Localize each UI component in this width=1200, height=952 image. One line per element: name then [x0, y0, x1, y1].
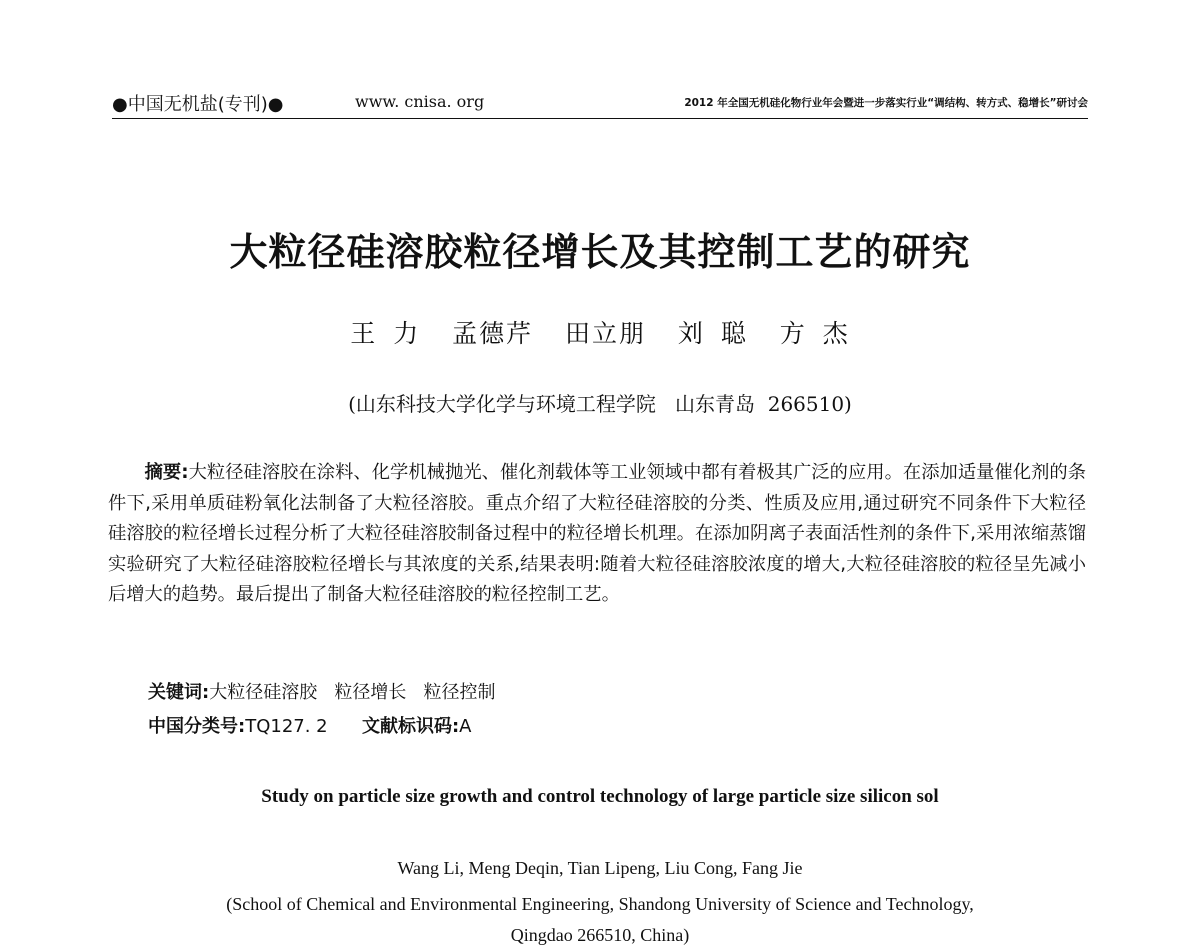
doc-code-label: 文献标识码:	[361, 716, 460, 737]
english-affiliation-line1: (School of Chemical and Environmental Engineering, Shandong University of Science and Technology,	[226, 894, 974, 914]
english-authors: Wang Li, Meng Deqin, Tian Lipeng, Liu Cong, Fang Jie	[397, 858, 803, 878]
journal-name: ●中国无机盐(专刊)●	[112, 94, 284, 115]
affiliation: (山东科技大学化学与环境工程学院 山东青岛 266510)	[348, 392, 852, 416]
journal-url: www. cnisa. org	[355, 92, 485, 111]
keywords	[148, 678, 496, 704]
english-title: Study on particle size growth and control technology of large particle size silicon sol	[261, 786, 939, 807]
page-header	[112, 88, 1088, 119]
keywords-value: 大粒径硅溶胶 粒径增长 粒径控制	[209, 682, 496, 703]
class-value: TQ127. 2	[245, 716, 328, 737]
abstract-label: 摘要:	[144, 462, 189, 483]
doc-code-value: A	[459, 716, 472, 737]
english-affiliation	[0, 889, 1200, 951]
conference-name: 2012 年全国无机硅化物行业年会暨进一步落实行业“调结构、转方式、稳增长”研讨会	[684, 97, 1088, 109]
paper-title: 大粒径硅溶胶粒径增长及其控制工艺的研究	[229, 229, 971, 274]
keywords-label: 关键词:	[148, 682, 210, 703]
classification	[148, 712, 472, 738]
class-label: 中国分类号:	[148, 716, 246, 737]
author-list: 王 力 孟德芹 田立朋 刘 聪 方 杰	[350, 319, 850, 348]
abstract	[108, 458, 1086, 611]
english-affiliation-line2: Qingdao 266510, China)	[510, 925, 690, 945]
abstract-text: 大粒径硅溶胶在涂料、化学机械抛光、催化剂载体等工业领域中都有着极其广泛的应用。在添加适量催化剂的条件下,采用单质硅粉氧化法制备了大粒径溶胶。重点介绍了大粒径硅溶胶的分类、性质及应用,通过研究不同条件下大粒径硅溶胶的粒径增长过程分析了大粒径硅溶胶制备过程中的粒径增长机理。在添加阴离子表面活性剂的条件下,采用浓缩蒸馏实验研究了大粒径硅溶胶粒径增长与其浓度的关系,结果表明:随着大粒径硅溶胶浓度的增大,大粒径硅溶胶的粒径呈先减小后增大的趋势。最后提出了制备大粒径硅溶胶的粒径控制工艺。	[108, 462, 1087, 605]
